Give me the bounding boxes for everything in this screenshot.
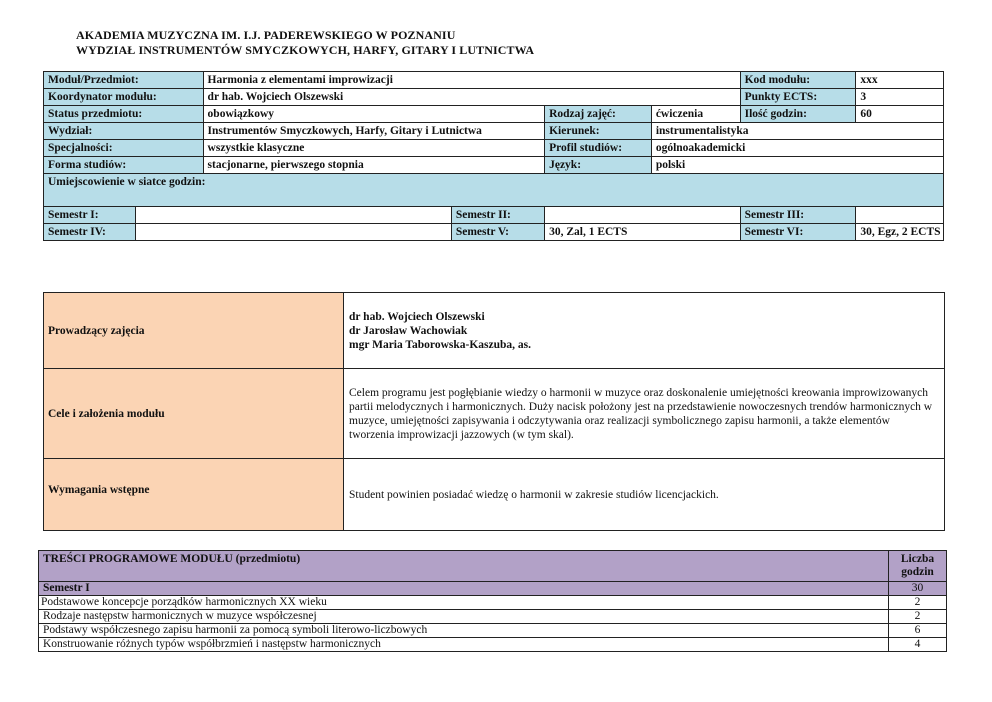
semester-4-label: Semestr IV: bbox=[44, 224, 136, 241]
ects-label: Punkty ECTS: bbox=[740, 89, 856, 106]
document-header bbox=[76, 28, 534, 58]
academy-name: AKADEMIA MUZYCZNA IM. I.J. PADEREWSKIEGO W POZNANIU bbox=[76, 28, 456, 42]
hours-value: 60 bbox=[856, 106, 944, 123]
topic-cell: Rodzaje następstw harmonicznych w muzyce współczesnej bbox=[39, 610, 889, 624]
language-label: Język: bbox=[545, 157, 652, 174]
semester-row-hours: 30 bbox=[889, 582, 947, 596]
module-code-label: Kod modułu: bbox=[740, 72, 856, 89]
ects-value: 3 bbox=[856, 89, 944, 106]
table-row bbox=[39, 596, 947, 610]
coordinator-value: dr hab. Wojciech Olszewski bbox=[203, 89, 740, 106]
direction-label: Kierunek: bbox=[545, 123, 652, 140]
hours-header-line-2: godzin bbox=[901, 566, 934, 578]
faculty-value: Instrumentów Smyczkowych, Harfy, Gitary i Lutnictwa bbox=[203, 123, 545, 140]
semester-3-value bbox=[856, 207, 944, 224]
module-label: Moduł/Przedmiot: bbox=[44, 72, 204, 89]
status-value: obowiązkowy bbox=[203, 106, 545, 123]
specialties-label: Specjalności: bbox=[44, 140, 204, 157]
semester-2-label: Semestr II: bbox=[451, 207, 544, 224]
semester-2-value bbox=[545, 207, 741, 224]
semester-5-label: Semestr V: bbox=[451, 224, 544, 241]
topic-cell: Podstawy współczesnego zapisu harmonii za pomocą symboli literowo-liczbowych bbox=[39, 624, 889, 638]
topic-cell: Podstawowe koncepcje porządków harmonicznych XX wieku bbox=[39, 596, 889, 610]
instructors-value bbox=[344, 293, 945, 369]
coordinator-label: Koordynator modułu: bbox=[44, 89, 204, 106]
instructor-1: dr hab. Wojciech Olszewski bbox=[349, 310, 485, 323]
goals-label: Cele i założenia modułu bbox=[44, 369, 344, 459]
semester-row-label: Semestr I bbox=[39, 582, 889, 596]
semester-1-value bbox=[136, 207, 452, 224]
program-content-table bbox=[38, 550, 947, 652]
instructor-3: mgr Maria Taborowska-Kaszuba, as. bbox=[349, 338, 532, 351]
faculty-name: WYDZIAŁ INSTRUMENTÓW SMYCZKOWYCH, HARFY, GITARY I LUTNICTWA bbox=[76, 43, 535, 57]
module-details-table bbox=[43, 292, 945, 531]
hours-cell: 4 bbox=[889, 638, 947, 652]
hours-cell: 2 bbox=[889, 596, 947, 610]
study-form-label: Forma studiów: bbox=[44, 157, 204, 174]
hours-cell: 6 bbox=[889, 624, 947, 638]
study-form-value: stacjonarne, pierwszego stopnia bbox=[203, 157, 545, 174]
table-row bbox=[39, 610, 947, 624]
profile-value: ogólnoakademicki bbox=[651, 140, 943, 157]
status-label: Status przedmiotu: bbox=[44, 106, 204, 123]
table-row bbox=[39, 638, 947, 652]
hours-cell: 2 bbox=[889, 610, 947, 624]
hours-header-line-1: Liczba bbox=[900, 553, 935, 565]
instructors-label: Prowadzący zajęcia bbox=[44, 293, 344, 369]
specialties-value: wszystkie klasyczne bbox=[203, 140, 545, 157]
instructor-2: dr Jarosław Wachowiak bbox=[349, 324, 468, 337]
language-value: polski bbox=[651, 157, 943, 174]
module-info-table bbox=[43, 71, 944, 241]
semester-3-label: Semestr III: bbox=[740, 207, 856, 224]
class-type-value: ćwiczenia bbox=[651, 106, 740, 123]
program-title: TREŚCI PROGRAMOWE MODUŁU (przedmiotu) bbox=[39, 551, 889, 582]
direction-value: instrumentalistyka bbox=[651, 123, 943, 140]
semester-6-label: Semestr VI: bbox=[740, 224, 856, 241]
prerequisites-label: Wymagania wstępne bbox=[44, 459, 344, 531]
placement-label: Umiejscowienie w siatce godzin: bbox=[44, 174, 944, 207]
module-value: Harmonia z elementami improwizacji bbox=[203, 72, 740, 89]
goals-text: Celem programu jest pogłębianie wiedzy o harmonii w muzyce oraz doskonalenie umiejętności kreowania improwizowanych partii melodycznych i harmonicznych. Duży nacisk położony jest na przedstawienie nowoczesnych trendów harmonicznych w muzyce, umiejętności zapisywania i odczytywania oraz realizacji symbolicznego zapisu harmonii, a także elementów tworzenia improwizacji jazzowych (w tym skal). bbox=[344, 369, 945, 459]
module-code-value: xxx bbox=[856, 72, 944, 89]
prerequisites-text: Student powinien posiadać wiedzę o harmonii w zakresie studiów licencjackich. bbox=[344, 459, 945, 531]
table-row bbox=[39, 624, 947, 638]
hours-column-header bbox=[889, 551, 947, 582]
semester-5-value: 30, Zal, 1 ECTS bbox=[545, 224, 741, 241]
topic-cell: Konstruowanie różnych typów współbrzmień i następstw harmonicznych bbox=[39, 638, 889, 652]
semester-4-value bbox=[136, 224, 452, 241]
hours-label: Ilość godzin: bbox=[740, 106, 856, 123]
profile-label: Profil studiów: bbox=[545, 140, 652, 157]
semester-1-label: Semestr I: bbox=[44, 207, 136, 224]
class-type-label: Rodzaj zajęć: bbox=[545, 106, 652, 123]
faculty-label: Wydział: bbox=[44, 123, 204, 140]
semester-6-value: 30, Egz, 2 ECTS bbox=[856, 224, 944, 241]
